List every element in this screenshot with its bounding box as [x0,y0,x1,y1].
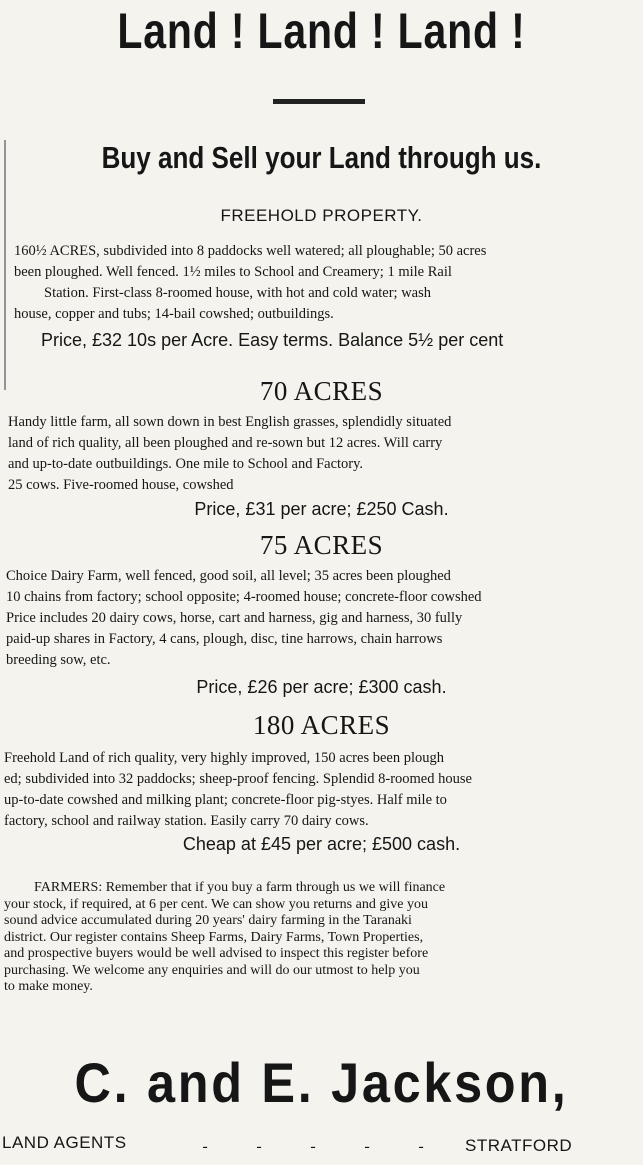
farmers-note [4,880,590,996]
farmers-note-line: sound advice accumulated during 20 years' dairy farming in the Taranaki [4,913,412,928]
farmers-note-line: to make money. [4,979,93,994]
listing-3-price: Price, £26 per acre; £300 cash. [196,677,447,697]
listing-1-line: Station. First-class 8-roomed house, with hot and cold water; wash [44,285,432,301]
listing-1-description [14,241,594,325]
listing-4-line: ed; subdivided into 32 paddocks; sheep-proof fencing. Splendid 8-roomed house [4,771,472,787]
listing-3-line: paid-up shares in Factory, 4 cans, plough, disc, tine harrows, chain harrows [6,631,443,647]
listing-4-heading: 180 ACRES [252,710,391,740]
listing-1-line: been ploughed. Well fenced. 1½ miles to School and Creamery; 1 mile Rail [14,264,452,280]
farmers-note-line: and prospective buyers would be well advised to inspect this register before [4,946,429,961]
listing-1-line: house, copper and tubs; 14-bail cowshed; outbuildings. [14,306,334,322]
farmers-note-line: FARMERS: Remember that if you buy a farm through us we will finance [34,880,446,895]
listing-2-line: land of rich quality, all been ploughed and re-sown but 12 acres. Will carry [8,435,443,451]
listing-2-heading: 70 ACRES [259,376,384,406]
listing-3-line: breeding sow, etc. [6,652,111,668]
listing-4-line: up-to-date cowshed and milking plant; concrete-floor pig-styes. Half mile to [4,792,447,808]
listing-3-line: Price includes 20 dairy cows, horse, cart and harness, gig and harness, 30 fully [6,610,463,626]
footer-stratford: STRATFORD [465,1136,573,1155]
listing-4-line: factory, school and railway station. Easily carry 70 dairy cows. [4,813,369,829]
footer-land-agents: LAND AGENTS [2,1133,127,1152]
headline-rule [273,99,365,104]
footer-dash: - [364,1138,370,1155]
firm-name: C. and E. Jackson, [74,1051,569,1114]
farmers-note-line: purchasing. We welcome any enquiries and will do our utmost to help you [4,962,420,978]
listing-3-line: Choice Dairy Farm, well fenced, good soil, all level; 35 acres been ploughed [6,568,451,584]
listing-2-description [8,412,593,496]
listing-4-line: Freehold Land of rich quality, very highly improved, 150 acres been plough [4,750,444,766]
listing-3-line: 10 chains from factory; school opposite; 4-roomed house; concrete-floor cowshed [6,589,482,605]
farmers-note-line: your stock, if required, at 6 per cent. We can show you returns and give you [4,896,428,912]
footer-dash: - [202,1138,208,1155]
listing-2-line: 25 cows. Five-roomed house, cowshed [8,477,234,493]
listing-3-description [6,566,593,671]
footer-dash: - [256,1138,262,1155]
footer-separators [178,1138,448,1156]
listing-4-description [4,748,592,832]
listing-1-heading: FREEHOLD PROPERTY. [220,206,423,225]
listing-2-line: Handy little farm, all sown down in best English grasses, splendidly situated [8,414,452,430]
farmers-note-line: district. Our register contains Sheep Farms, Dairy Farms, Town Properties, [4,929,424,945]
page-edge-line [4,140,6,390]
listing-4-price: Cheap at £45 per acre; £500 cash. [182,834,461,854]
listing-2-price: Price, £31 per acre; £250 Cash. [194,499,449,519]
listing-3-heading: 75 ACRES [259,530,384,560]
headline: Land ! Land ! Land ! [117,3,526,59]
subheadline: Buy and Sell your Land through us. [101,140,542,175]
listing-2-line: and up-to-date outbuildings. One mile to School and Factory. [8,456,364,472]
listing-1-price: Price, £32 10s per Acre. Easy terms. Balance 5½ per cent [41,330,504,350]
listing-1-line: 160½ ACRES, subdivided into 8 paddocks well watered; all ploughable; 50 acres [14,243,487,259]
footer-dash: - [310,1138,316,1155]
footer-dash: - [418,1138,424,1155]
